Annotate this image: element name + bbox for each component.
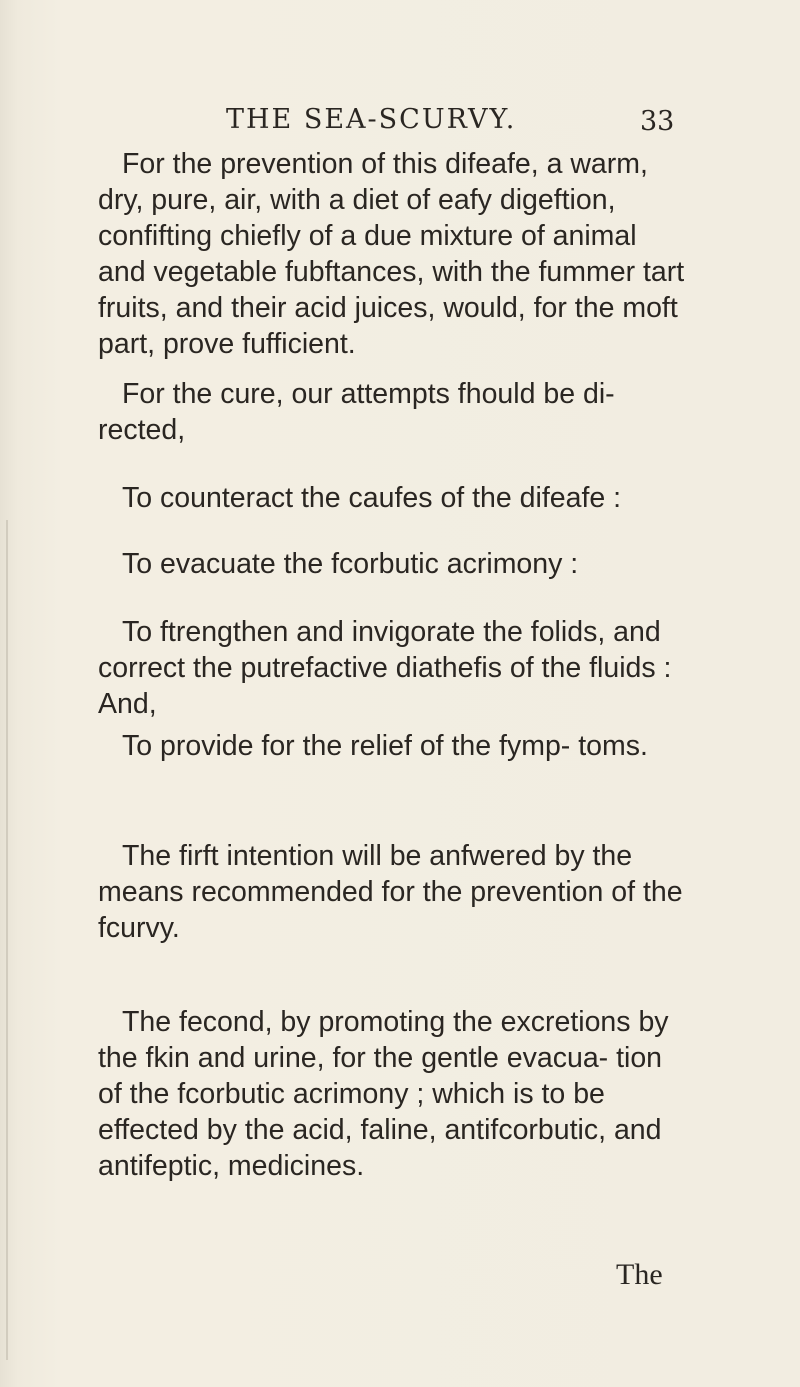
catchword: The xyxy=(616,1258,663,1291)
paragraph-relief: To provide for the relief of the fymp- toms. xyxy=(122,730,648,762)
paragraph-first-intention: The firft intention will be anfwered by the means recommended for the prevention of the fcurvy. xyxy=(98,840,683,944)
paragraph-cure-intro: For the cure, our attempts fhould be di- rected, xyxy=(98,378,615,446)
page-gutter-shadow xyxy=(6,520,8,1360)
paragraph-strengthen: To ftrengthen and invigorate the folids, and correct the putrefactive diathefis of the fluids : And, xyxy=(98,616,672,720)
running-title: THE SEA-SCURVY. xyxy=(226,104,517,135)
paragraph-second-intention: The fecond, by promoting the excretions by the fkin and urine, for the gentle evacua- tion of the fcorbutic acrimony ; which is to be effected by the acid, faline, antifcorbutic, and antifeptic, medicines. xyxy=(98,1006,669,1182)
paragraph-evacuate: To evacuate the fcorbutic acrimony : xyxy=(122,548,579,580)
page-header xyxy=(0,104,800,144)
paragraph-prevention: For the prevention of this difeafe, a warm, dry, pure, air, with a diet of eafy digeftion, confifting chiefly of a due mixture of animal and vegetable fubftances, with the fummer tart fruits, and their acid juices, would, for the moft part, prove fufficient. xyxy=(98,148,685,360)
paragraph-counteract: To counteract the caufes of the difeafe : xyxy=(122,482,622,514)
page-number: 33 xyxy=(640,106,675,137)
